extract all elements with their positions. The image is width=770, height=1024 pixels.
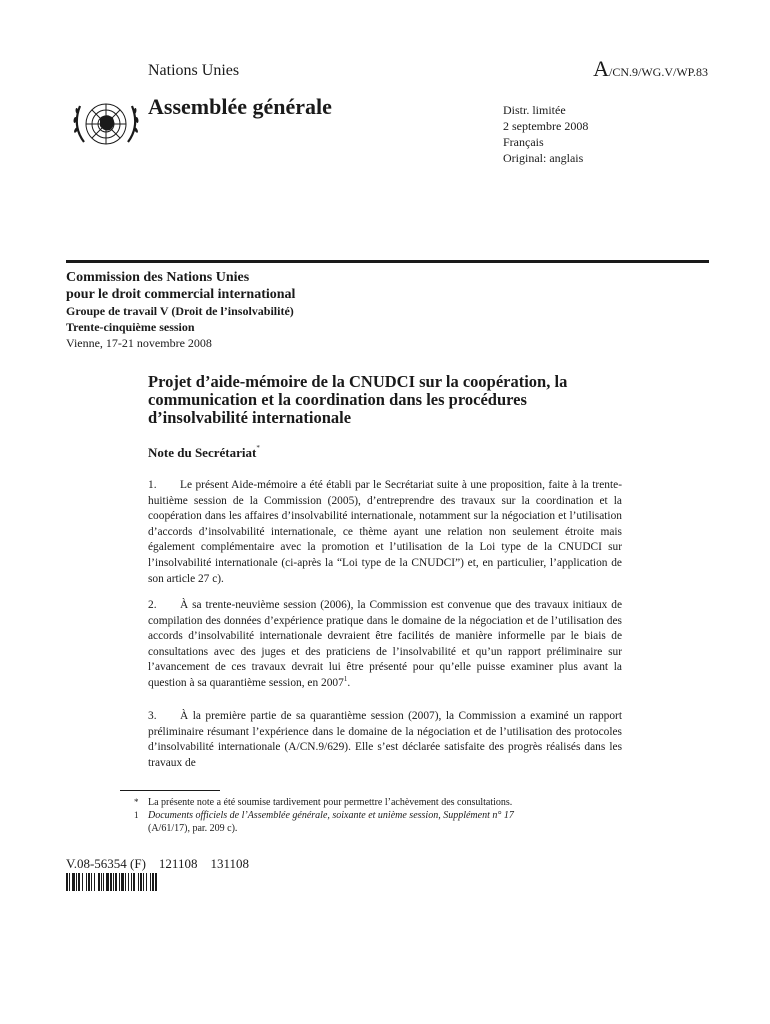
barcode-bar [98,873,100,891]
paragraph-number: 2. [148,599,157,611]
meeting-block [66,269,295,351]
un-emblem-icon [66,92,146,156]
barcode-bar [76,873,77,891]
commission-name-line1: Commission des Nations Unies [66,270,250,285]
symbol-initial: A [593,56,609,81]
footnote-ref: 1 [343,674,348,683]
distribution-block [503,102,588,166]
barcode-bar [88,873,90,891]
barcode-bar [94,873,95,891]
barcode-bar [78,873,80,891]
paragraph-3 [148,709,622,771]
working-group: Groupe de travail V (Droit de l’insolvabilité) [66,304,294,318]
barcode-bar [110,873,112,891]
barcode-bar [125,873,126,891]
paragraph-number: 3. [148,710,157,722]
footnote-rule [120,790,220,791]
note-footnote-marker: * [256,444,260,452]
barcode-bar [140,873,142,891]
barcode-bar [155,873,157,891]
footnote-marker: 1 [134,810,139,820]
barcode-bar [146,873,147,891]
body-title: Assemblée générale [148,94,332,119]
barcode-bar [150,873,151,891]
barcode-bar [152,873,154,891]
paragraph-text: À la première partie de sa quarantième session (2007), la Commission a examiné un rapport préliminaire résumant l’expérience dans le domaine de la négociation et de l’utilisation des protocoles d’insolvabilité internationale (A/CN.9/629). Elle s’est déclarée satisfaite des progrès réalisés dans les travaux de [148,710,622,769]
barcode-bar [115,873,117,891]
document-date: 2 septembre 2008 [503,119,589,133]
barcode-bar [138,873,139,891]
original-language: Original: anglais [503,151,584,165]
barcode-bar [128,873,129,891]
header-rule [66,260,709,263]
barcode-bar [113,873,114,891]
document-title: Projet d’aide-mémoire de la CNUDCI sur la coopération, la communication et la coordination dans les procédures d’insolvabilité internationale [148,372,568,427]
footnote-citation-ref: (A/61/17), par. 209 c). [148,823,238,834]
document-language: Français [503,135,544,149]
barcode-bar [72,873,75,891]
footnote-text: La présente note a été soumise tardivement pour permettre l’achèvement des consultations. [148,797,513,808]
barcode-bar [119,873,120,891]
barcode-bar [131,873,132,891]
barcode-icon [66,873,200,891]
paragraph-text: Le présent Aide-mémoire a été établi par le Secrétariat suite à une proposition, faite à la trente-huitième session de la Commission (2005), d’entreprendre des travaux sur la coordination et la coopération dans les affaires d’insolvabilité internationale, notamment sur la négociation et l’utilisation d’accords d’insolvabilité internationale, ce thème ayant une relation non seulement étroite mais également complémentaire avec la promotion et l’utilisation de la Loi type de la CNUDCI sur l’insolvabilité internationale (ci-après la “Loi type de la CNUDCI”) et, en particulier, l’application de son article 27 c). [148,479,622,585]
paragraph-number: 1. [148,479,157,491]
note-text: Note du Secrétariat [148,445,257,460]
document-symbol [593,56,708,82]
barcode-bar [133,873,135,891]
barcode-bar [91,873,92,891]
footnote-1 [134,809,604,835]
note-heading [148,444,260,461]
barcode-bar [69,873,70,891]
organization-name: Nations Unies [148,62,240,79]
barcode-bar [82,873,83,891]
footnote-marker: * [134,797,139,807]
barcode-bar [106,873,109,891]
barcode-bar [66,873,68,891]
footnote-citation: Documents officiels de l’Assemblée générale, soixante et unième session, Supplément n° 17 [148,810,514,821]
symbol-rest: /CN.9/WG.V/WP.83 [609,65,708,79]
commission-name-line2: pour le droit commercial international [66,287,296,302]
paragraph-2 [148,598,622,692]
paragraph-1 [148,478,622,587]
distribution-type: Distr. limitée [503,103,566,117]
session-number: Trente-cinquième session [66,320,195,334]
footnote-star [134,796,604,809]
barcode-bar [143,873,144,891]
barcode-bar [121,873,124,891]
paragraph-tail: . [347,676,351,689]
barcode-bar [101,873,102,891]
job-number: V.08-56354 (F) 121108 131108 [66,856,249,871]
barcode-bar [103,873,104,891]
barcode-bar [86,873,87,891]
session-place-date: Vienne, 17-21 novembre 2008 [66,336,212,350]
paragraph-text: À sa trente-neuvième session (2006), la Commission est convenue que des travaux initiaux de compilation des données d’expérience pratique dans le domaine de la négociation et de l’utilisation des accords d’insolvabilité internationale devraient être facilités de manière informelle par le biais de consultations avec des juges et des praticiens de l’insolvabilité et qu’un rapport préliminaire sur l’avancement de ces travaux devrait lui être présenté pour qu’elle puisse examiner plus avant la question à sa quarantième session, en 2007 [148,599,622,689]
